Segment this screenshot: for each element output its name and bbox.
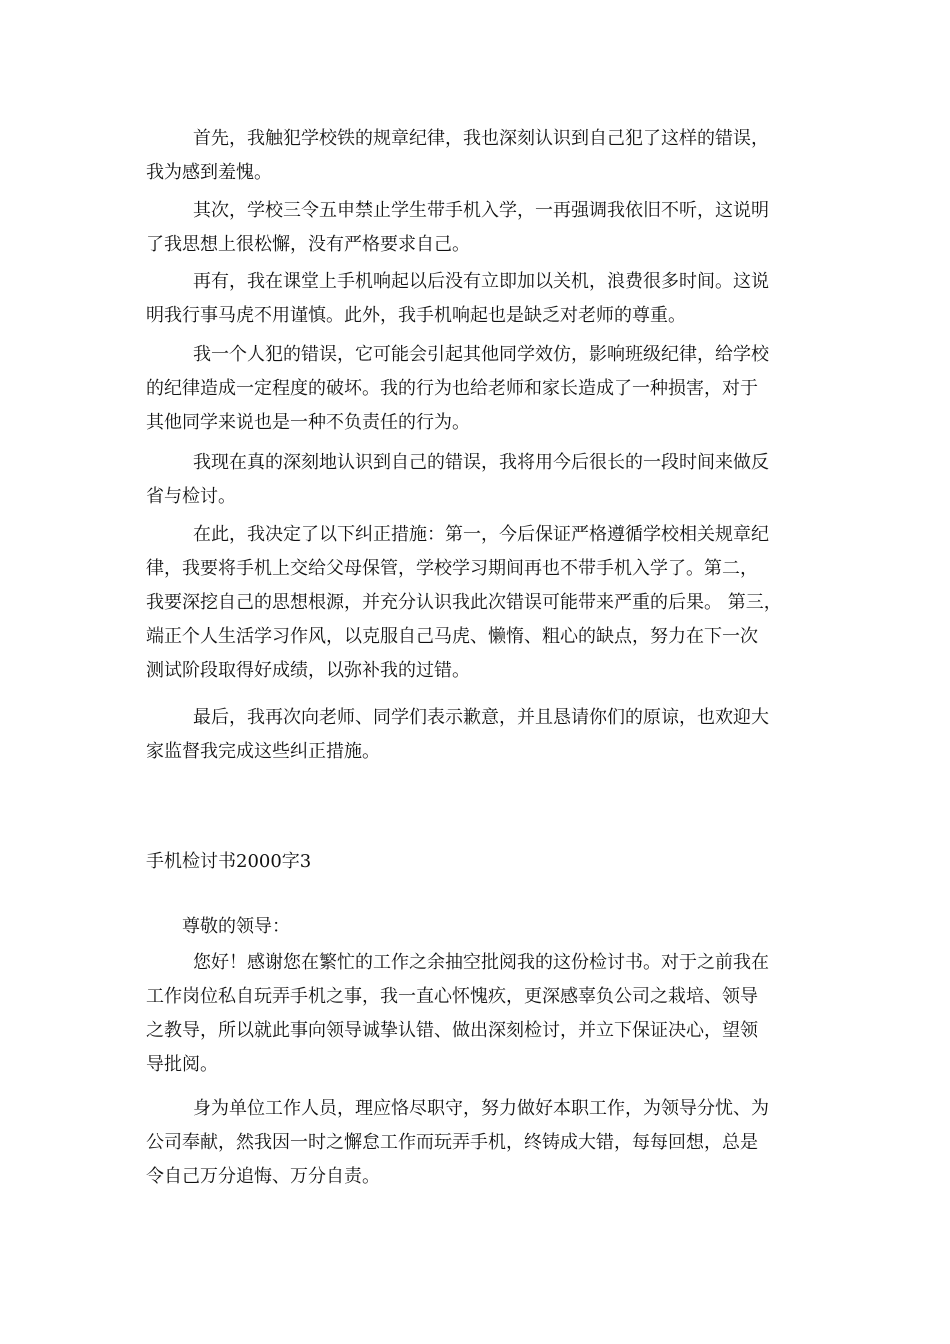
paragraph-line: 再有，我在课堂上手机响起以后没有立即加以关机，浪费很多时间。这说 bbox=[193, 271, 769, 292]
paragraph-line: 端正个人生活学习作风，以克服自己马虎、懒惰、粗心的缺点，努力在下一次 bbox=[146, 626, 758, 647]
paragraph-line: 测试阶段取得好成绩，以弥补我的过错。 bbox=[146, 660, 470, 681]
paragraph-2 bbox=[146, 194, 826, 262]
paragraph-7 bbox=[146, 701, 826, 769]
paragraph-line: 我为感到羞愧。 bbox=[146, 162, 272, 183]
paragraph-1 bbox=[146, 122, 826, 190]
paragraph-line: 之教导，所以就此事向领导诚挚认错、做出深刻检讨，并立下保证决心，望领 bbox=[146, 1020, 758, 1041]
paragraph-line: 明我行事马虎不用谨慎。此外，我手机响起也是缺乏对老师的尊重。 bbox=[146, 305, 686, 326]
paragraph-line: 首先，我触犯学校铁的规章纪律，我也深刻认识到自己犯了这样的错误， bbox=[193, 128, 769, 149]
paragraph-line: 我现在真的深刻地认识到自己的错误，我将用今后很长的一段时间来做反 bbox=[193, 452, 769, 473]
paragraph-line: 令自己万分追悔、万分自责。 bbox=[146, 1166, 380, 1187]
paragraph-line: 律，我要将手机上交给父母保管，学校学习期间再也不带手机入学了。第二， bbox=[146, 558, 758, 579]
paragraph-line: 省与检讨。 bbox=[146, 486, 236, 507]
paragraph-5 bbox=[146, 446, 826, 514]
paragraph-4 bbox=[146, 338, 826, 440]
paragraph-line: 了我思想上很松懈，没有严格要求自己。 bbox=[146, 234, 470, 255]
paragraph-3 bbox=[146, 265, 826, 333]
paragraph-line: 导批阅。 bbox=[146, 1054, 218, 1075]
paragraph-line: 我一个人犯的错误，它可能会引起其他同学效仿，影响班级纪律，给学校 bbox=[193, 344, 769, 365]
paragraph-line: 身为单位工作人员，理应恪尽职守，努力做好本职工作，为领导分忧、为 bbox=[193, 1098, 769, 1119]
paragraph-line: 最后，我再次向老师、同学们表示歉意，并且恳请你们的原谅，也欢迎大 bbox=[193, 707, 769, 728]
paragraph-line: 其他同学来说也是一种不负责任的行为。 bbox=[146, 412, 470, 433]
paragraph-line: 其次，学校三令五申禁止学生带手机入学，一再强调我依旧不听，这说明 bbox=[193, 200, 769, 221]
paragraph-line: 工作岗位私自玩弄手机之事，我一直心怀愧疚，更深感辜负公司之栽培、领导 bbox=[146, 986, 758, 1007]
paragraph-line: 我要深挖自己的思想根源，并充分认识我此次错误可能带来严重的后果。 第三， bbox=[146, 592, 782, 613]
paragraph-line: 家监督我完成这些纠正措施。 bbox=[146, 741, 380, 762]
paragraph-line: 在此，我决定了以下纠正措施：第一，今后保证严格遵循学校相关规章纪 bbox=[193, 524, 769, 545]
paragraph-9 bbox=[146, 1092, 826, 1194]
paragraph-8 bbox=[146, 946, 826, 1082]
paragraph-line: 您好！感谢您在繁忙的工作之余抽空批阅我的这份检讨书。对于之前我在 bbox=[193, 952, 769, 973]
paragraph-line: 的纪律造成一定程度的破坏。我的行为也给老师和家长造成了一种损害，对于 bbox=[146, 378, 758, 399]
section-heading: 手机检讨书2000字3 bbox=[146, 851, 312, 872]
paragraph-line: 公司奉献，然我因一时之懈怠工作而玩弄手机，终铸成大错，每每回想，总是 bbox=[146, 1132, 758, 1153]
salutation: 尊敬的领导： bbox=[182, 916, 290, 937]
paragraph-6 bbox=[146, 518, 826, 688]
